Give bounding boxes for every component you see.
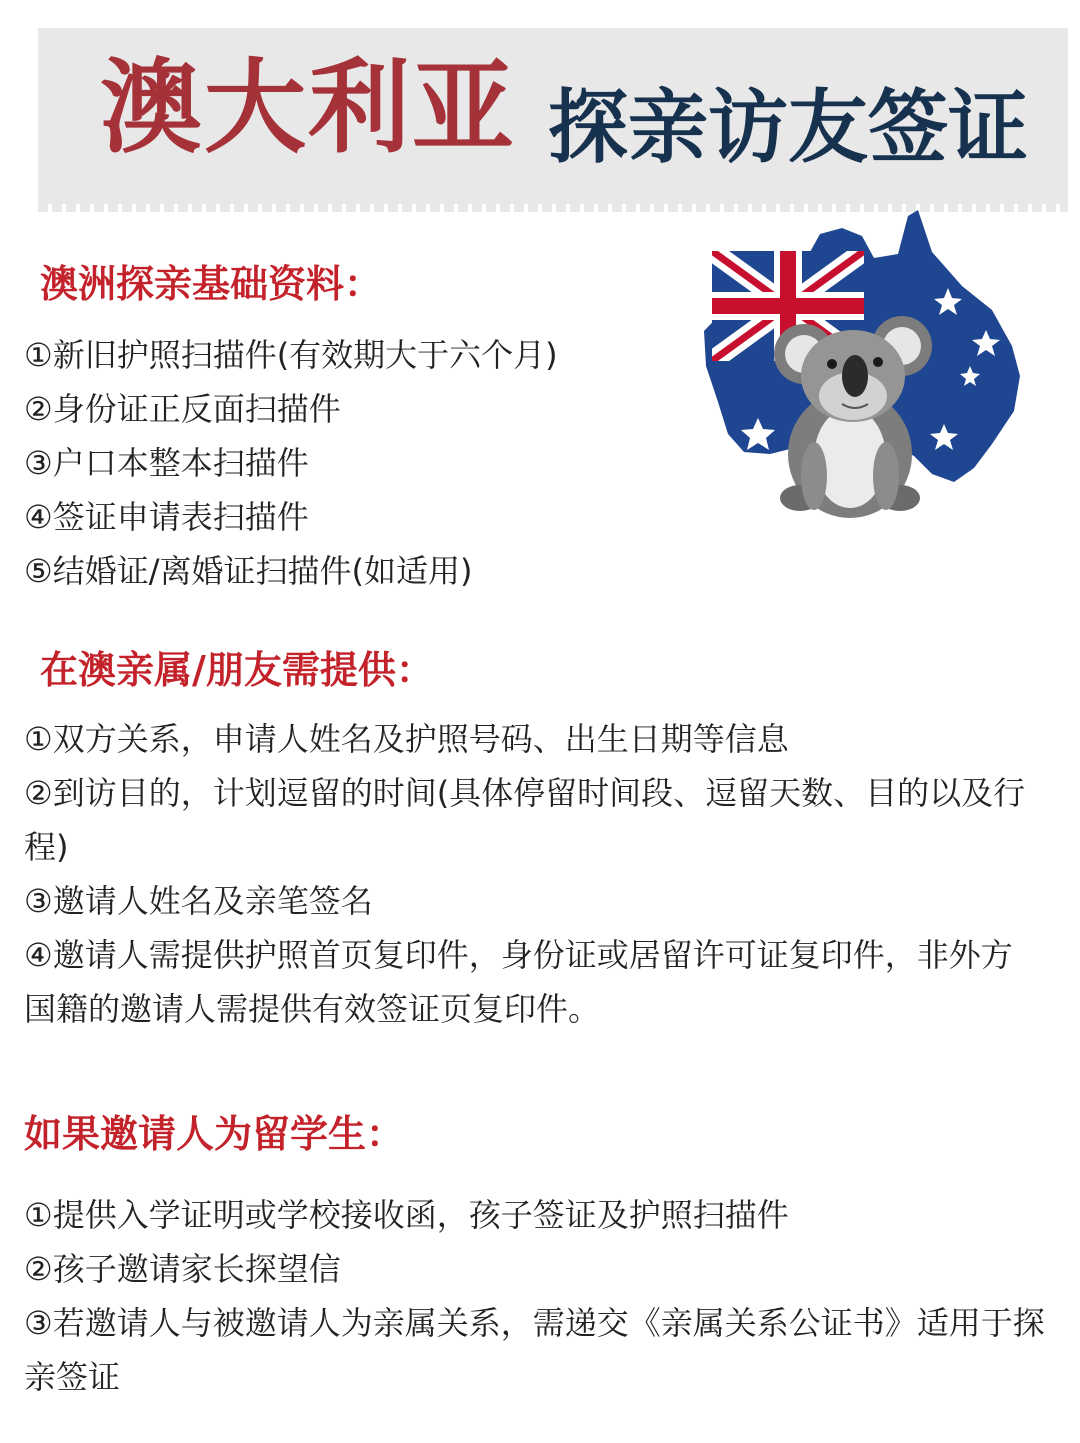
list-item: ③邀请人姓名及亲笔签名 [24, 882, 373, 920]
list-item: ⑤结婚证/离婚证扫描件(如适用) [24, 552, 473, 590]
section-title-relatives: 在澳亲属/朋友需提供： [40, 648, 434, 692]
list-item: ③若邀请人与被邀请人为亲属关系，需递交《亲属关系公证书》适用于探亲签证 [24, 1304, 1045, 1396]
section-title-student: 如果邀请人为留学生： [24, 1112, 405, 1156]
basic-documents-list [24, 328, 558, 598]
list-item: ①新旧护照扫描件(有效期大于六个月) [24, 336, 558, 374]
section-title-basic: 澳洲探亲基础资料： [40, 262, 383, 306]
list-item: ④邀请人需提供护照首页复印件，身份证或居留许可证复印件，非外方 [24, 936, 1013, 974]
list-item: ④签证申请表扫描件 [24, 498, 309, 536]
list-item: ①双方关系，申请人姓名及护照号码、出生日期等信息 [24, 720, 789, 758]
list-item: ②孩子邀请家长探望信 [24, 1250, 341, 1288]
student-requirements-list [24, 1188, 1074, 1404]
list-item: 国籍的邀请人需提供有效签证页复印件。 [24, 990, 601, 1028]
page-title: 澳大利亚 [100, 49, 516, 168]
list-item: ②到访目的，计划逗留的时间(具体停留时间段、逗留天数、目的以及行程) [24, 774, 1026, 866]
list-item: ①提供入学证明或学校接收函，孩子签证及护照扫描件 [24, 1196, 789, 1234]
australia-koala-illustration [692, 206, 1044, 532]
relatives-requirements-list [24, 712, 1034, 1036]
list-item: ③户口本整本扫描件 [24, 444, 309, 482]
page-subtitle: 探亲访友签证 [548, 81, 1028, 174]
list-item: ②身份证正反面扫描件 [24, 390, 341, 428]
